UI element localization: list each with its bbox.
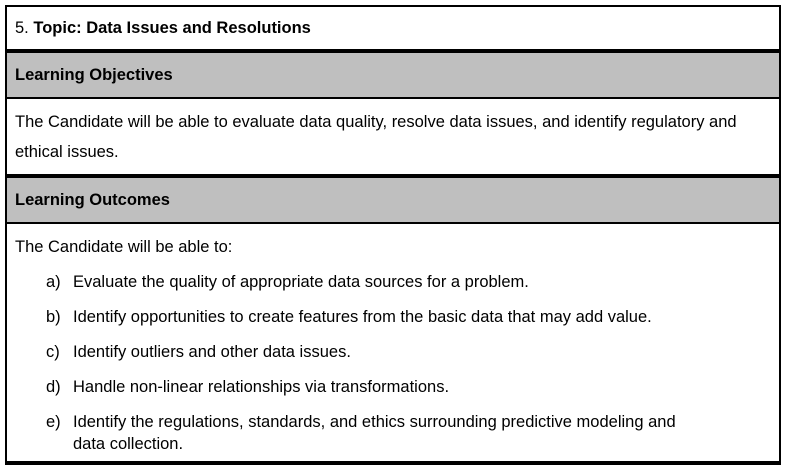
outcome-text: Evaluate the quality of appropriate data sources for a problem. (73, 273, 529, 291)
outcome-item-a (15, 271, 771, 293)
outcome-marker: a) (46, 273, 61, 291)
topic-table (5, 5, 781, 465)
outcome-item-d (15, 376, 771, 398)
outcome-marker: e) (46, 413, 61, 431)
topic-number: 5. (15, 19, 29, 37)
learning-outcomes-body-row (7, 224, 779, 461)
topic-title: Topic: Data Issues and Resolutions (33, 19, 311, 37)
learning-outcomes-intro: The Candidate will be able to: (15, 238, 233, 256)
learning-outcomes-header-row (7, 178, 779, 224)
learning-objectives-heading: Learning Objectives (15, 66, 173, 84)
outcome-item-e (15, 411, 771, 455)
outcome-text: Handle non-linear relationships via transformations. (73, 378, 450, 396)
outcome-text: Identify outliers and other data issues. (73, 343, 351, 361)
outcome-marker: b) (46, 308, 61, 326)
learning-outcomes-heading: Learning Outcomes (15, 191, 170, 209)
outcome-text: Identify the regulations, standards, and ethics surrounding predictive modeling and data collection. (73, 413, 676, 453)
learning-objectives-header-row (7, 53, 779, 99)
outcome-marker: c) (46, 343, 60, 361)
outcome-item-c (15, 341, 771, 363)
outcome-item-b (15, 306, 771, 328)
topic-header-row (7, 7, 779, 53)
learning-objectives-paragraph: The Candidate will be able to evaluate data quality, resolve data issues, and identify regulatory and ethical issues. (15, 113, 737, 161)
outcome-text: Identify opportunities to create features from the basic data that may add value. (73, 308, 652, 326)
outcome-marker: d) (46, 378, 61, 396)
learning-objectives-body-row (7, 99, 779, 178)
